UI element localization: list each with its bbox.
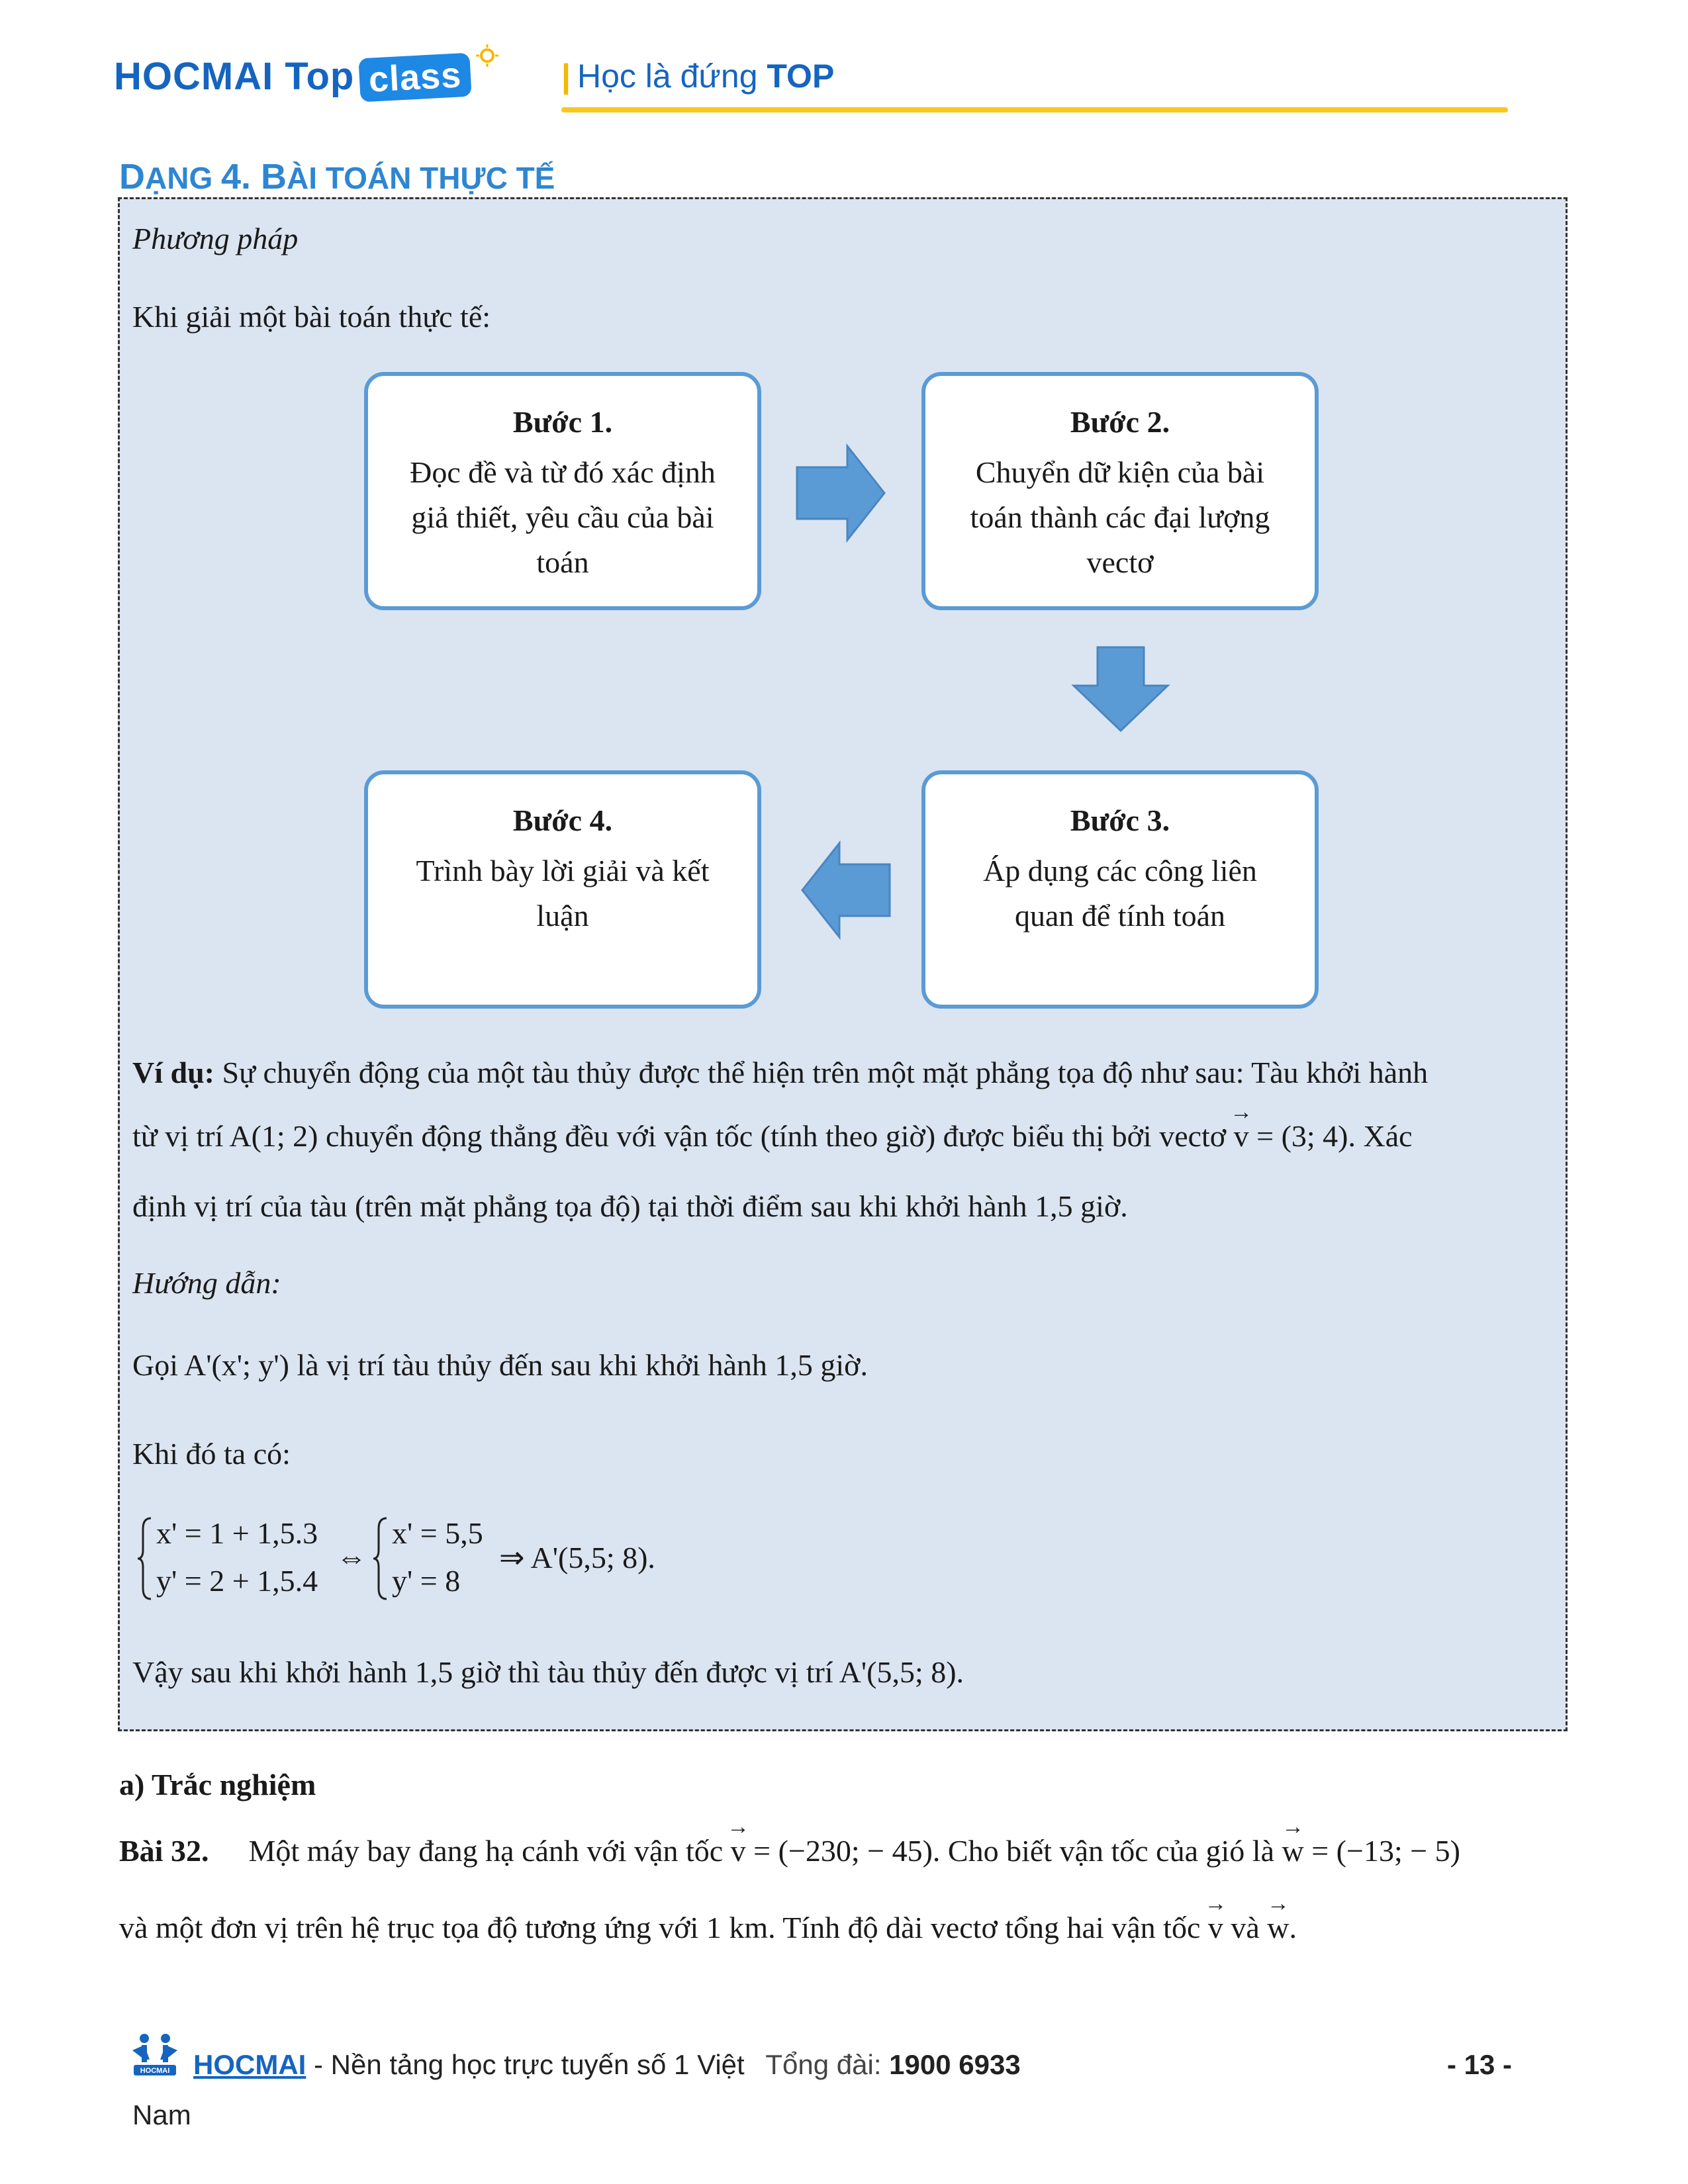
step-4-box [364,770,761,1009]
tagline-strong: TOP [767,58,835,95]
brace-1 [136,1516,152,1602]
method-label: Phương pháp [132,222,299,255]
tagline: | Học là đứng TOP [561,58,835,95]
step-3-body: Áp dụng các công liên quan để tính toán [983,854,1257,933]
vector-v: → v [1234,1118,1249,1154]
hotline: 1900 6933 [889,2049,1021,2080]
system-1-row-1: x' = 1 + 1,5.3 [156,1516,318,1550]
svg-text:HOCMAI: HOCMAI [140,2067,170,2075]
step-1-box [364,372,761,610]
footer-link[interactable]: HOCMAI [193,2049,306,2080]
step-2-title: Bước 2. [1070,405,1170,439]
step-2-body: Chuyển dữ kiện của bài toán thành các đại lượng vectơ [970,455,1270,579]
step-1-body: Đọc đề và từ đó xác định giả thiết, yêu cầu của bài toán [410,455,716,579]
vector-v: → v [731,1833,746,1868]
tagline-prefix: Học là đứng [577,58,758,95]
arrow-right-icon [794,443,887,543]
step-3-title: Bước 3. [1070,803,1170,837]
system-2-row-2: y' = 8 [392,1564,461,1598]
guide-label: Hướng dẫn: [132,1266,281,1300]
method-box [118,197,1568,1731]
brace-2 [372,1516,388,1602]
exercise-heading: a) Trắc nghiệm [119,1768,316,1801]
header-divider [561,107,1508,113]
brand-main: HOCMAI [114,55,274,98]
example-line-2: từ vị trí A(1; 2) chuyển động thẳng đều với vận tốc (tính theo giờ) được biểu thị bởi vectơ → v = (3; 4). Xác [132,1118,1413,1154]
example-line-3: định vị trí của tàu (trên mặt phẳng tọa độ) tại thời điểm sau khi khởi hành 1,5 giờ. [132,1189,1128,1223]
example-line-1: Ví dụ: Sự chuyển động của một tàu thủy được thể hiện trên một mặt phẳng tọa độ như sau: Tàu khởi hành [132,1056,1429,1089]
step-2-box [921,372,1319,610]
step-4-body: Trình bày lời giải và kết luận [416,854,710,933]
exercise-32-line-1: Bài 32. Một máy bay đang hạ cánh với vận tốc → v = (−230; − 45). Cho biết vận tốc của gió là → w = (−13; − 5) [119,1833,1460,1868]
exercise-label: Bài 32. [119,1834,209,1868]
step-4-title: Bước 4. [512,803,613,837]
brand-top: Top [285,55,355,98]
page-number: - 13 - [1447,2049,1513,2080]
arrow-left-icon [800,841,892,940]
system-2-row-1: x' = 5,5 [392,1516,483,1550]
conclusion: Vậy sau khi khởi hành 1,5 giờ thì tàu thủy đến được vị trí A'(5,5; 8). [132,1655,964,1689]
section-title: DẠNG 4. BÀI TOÁN THỰC TẾ [119,157,555,197]
point-a-prime: A'(x'; y') [183,1348,289,1382]
brand-class: class [359,53,472,103]
arrow-down-icon [1071,645,1170,733]
final-point: A'(5,5; 8). [839,1655,964,1689]
system-1-row-2: y' = 2 + 1,5.4 [156,1564,318,1598]
vector-w: → w [1282,1833,1304,1868]
example-label: Ví dụ: [132,1056,214,1089]
step-1-title: Bước 1. [512,405,613,439]
equivalence-sign: ⇔ [336,1540,367,1574]
footer-line-cont: Nam [132,2099,191,2130]
footer-line: HOCMAI - Nền tảng học trực tuyến số 1 Việt Tổng đài: 1900 6933 [193,2049,1021,2080]
method-intro: Khi giải một bài toán thực tế: [132,300,491,334]
guide-line-1: Gọi A'(x'; y') là vị trí tàu thủy đến sau khi khởi hành 1,5 giờ. [132,1348,868,1382]
point-a: A(1; 2) [229,1119,318,1153]
exercise-32-line-2: và một đơn vị trên hệ trục tọa độ tương ứng với 1 km. Tính độ dài vectơ tổng hai vận tốc → v và → w. [119,1910,1297,1945]
step-3-box [921,770,1319,1009]
sun-icon [475,44,499,68]
implication-result: ⇒ A'(5,5; 8). [499,1541,655,1574]
guide-line-2: Khi đó ta có: [132,1437,291,1471]
brand-logo [114,54,471,99]
hocmai-logo-icon [130,2032,180,2078]
